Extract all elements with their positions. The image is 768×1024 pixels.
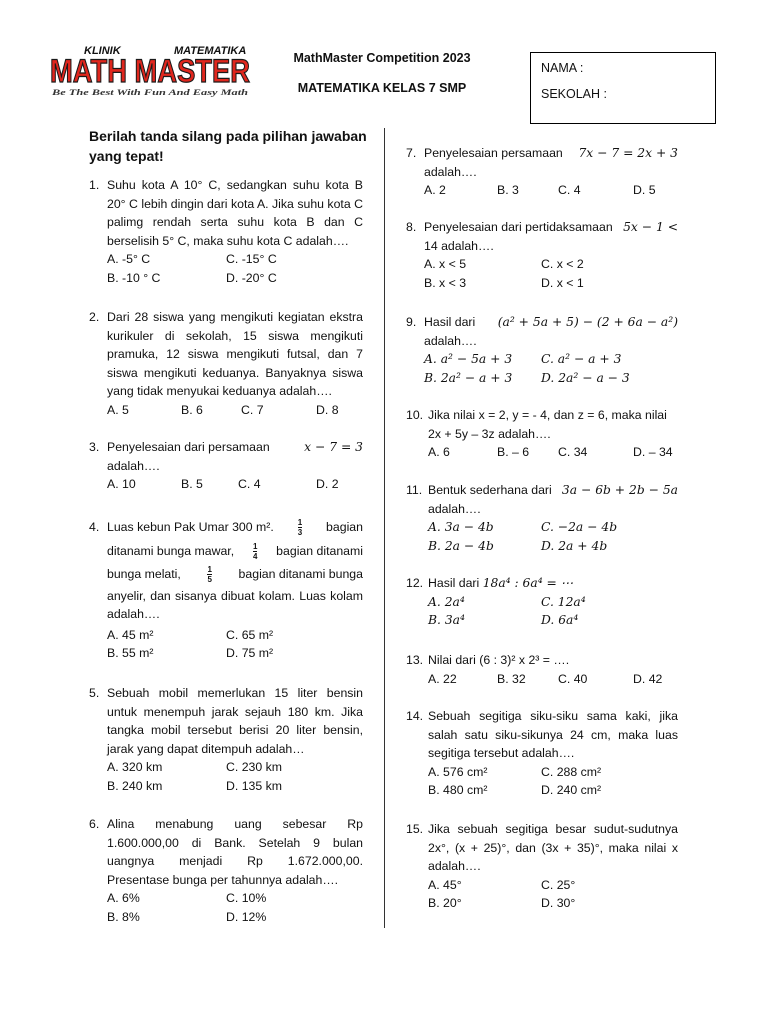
option-d[interactable]: D. 12% [226, 909, 267, 924]
option-a[interactable]: A. 320 km [107, 760, 163, 775]
question-number: 3. [89, 440, 100, 454]
question-number: 7. [406, 146, 417, 160]
option-b[interactable]: B. 2a − 4b [428, 538, 494, 553]
question-text: bagian ditanami [276, 543, 363, 558]
option-d[interactable]: D. 42 [633, 671, 663, 686]
option-a[interactable]: A. 3a − 4b [428, 520, 494, 535]
question-number: 14. [406, 709, 424, 723]
option-b[interactable]: B. 20° [428, 896, 462, 911]
question-10 [406, 406, 678, 462]
question-text: Jika sebuah segitiga besar sudut-sudutnya 2x°, (x + 25)°, dan (3x + 35)°, maka nilai x adalah…. [428, 822, 678, 874]
identity-box [530, 52, 716, 124]
question-text: Penyelesaian dari persamaan [107, 440, 270, 454]
option-b[interactable]: B. 5 [181, 477, 203, 492]
question-1 [89, 176, 363, 288]
question-text: bunga melati, [107, 567, 181, 581]
question-text-cont: adalah…. [424, 333, 477, 348]
question-number: 11. [406, 483, 423, 497]
question-6 [89, 815, 363, 927]
question-text: Suhu kota A 10° C, sedangkan suhu kota B 20° C lebih dingin dari kota A. Jika suhu kota C palimg rendah serta suhu kota B dan C berselisih 5° C, maka suhu kota C adalah…. [107, 178, 363, 248]
option-c[interactable]: C. 12a⁴ [541, 594, 586, 609]
option-d[interactable]: D. 5 [633, 183, 656, 198]
option-c[interactable]: C. 34 [558, 445, 588, 460]
option-d[interactable]: D. 2a² − a − 3 [541, 370, 630, 385]
option-a[interactable]: A. 45° [428, 877, 462, 892]
question-number: 2. [89, 310, 100, 324]
question-5 [89, 684, 363, 796]
question-number: 5. [89, 686, 100, 700]
option-a[interactable]: A. 10 [107, 477, 136, 492]
option-b[interactable]: B. x < 3 [424, 275, 467, 290]
question-4 [89, 516, 363, 661]
question-number: 15. [406, 822, 424, 836]
fraction-one-fourth: $\frac{1}{4}$ [252, 541, 258, 561]
logo-klinik-text: KLINIK [84, 45, 121, 57]
option-a[interactable]: A. x < 5 [424, 257, 467, 272]
option-b[interactable]: B. 55 m² [107, 646, 154, 661]
question-number: 10. [406, 408, 424, 422]
equation: x − 7 = 3 [304, 440, 363, 454]
option-c[interactable]: C. 7 [241, 402, 264, 417]
name-label: NAMA : [541, 61, 584, 75]
question-15 [406, 820, 678, 913]
question-text: Hasil dari [424, 315, 476, 329]
question-text: Hasil dari [428, 576, 480, 590]
question-8 [406, 218, 678, 292]
option-c[interactable]: C. 4 [558, 183, 581, 198]
question-text: Sebuah mobil memerlukan 15 liter bensin untuk menempuh jarak sejauh 180 km. Jika tangka mobil tersebut berisi 20 liter bensin, jarak yang dapat ditempuh adalah… [107, 686, 363, 756]
option-c[interactable]: C. 65 m² [226, 627, 274, 642]
option-c[interactable]: C. x < 2 [541, 257, 584, 272]
question-7 [406, 144, 678, 200]
option-a[interactable]: A. a² − 5a + 3 [424, 352, 513, 367]
option-a[interactable]: A. 2 [424, 183, 446, 198]
logo-tagline: Be The Best With Fun And Easy Math [50, 87, 249, 97]
option-a[interactable]: A. 6 [428, 445, 450, 460]
option-b[interactable]: B. -10 ° C [107, 270, 161, 285]
question-text: Sebuah segitiga siku-siku sama kaki, jika salah satu siku-sikunya 24 cm, maka luas segitiga tersebut adalah…. [428, 709, 678, 761]
column-divider [384, 128, 385, 928]
option-c[interactable]: C. 40 [558, 671, 588, 686]
question-12 [406, 574, 678, 630]
question-number: 1. [89, 178, 100, 192]
school-label: SEKOLAH : [541, 87, 607, 101]
question-text: bagian ditanami bunga [238, 567, 363, 581]
question-text: Penyelesaian dari pertidaksamaan [424, 220, 613, 234]
subject-title: MATEMATIKA KELAS 7 SMP [297, 81, 467, 95]
equation: 7x − 7 = 2x + 3 [578, 146, 678, 160]
instruction: Berilah tanda silang pada pilihan jawaban yang tepat! [89, 128, 367, 164]
math-master-logo [46, 42, 256, 100]
question-text: Luas kebun Pak Umar 300 m². [107, 520, 274, 534]
logo-main-text: MATH MASTER [50, 53, 250, 89]
option-a[interactable]: A. 6% [107, 891, 140, 906]
option-d[interactable]: D. 6a⁴ [541, 613, 579, 628]
option-c[interactable]: C. 4 [238, 477, 261, 492]
option-b[interactable]: B. 3 [497, 183, 519, 198]
question-text: anyelir, dan sisanya dibuat kolam. Luas kolam adalah…. [107, 588, 363, 622]
question-number: 6. [89, 817, 100, 831]
question-2 [89, 308, 363, 420]
option-b[interactable]: B. 3a⁴ [428, 613, 465, 628]
question-9 [406, 313, 678, 387]
question-text: Penyelesaian persamaan [424, 146, 563, 160]
question-number: 13. [406, 653, 424, 667]
equation: 18a⁴ : 6a⁴ = ⋯ [482, 576, 574, 590]
option-d[interactable]: D. 8 [316, 402, 339, 417]
question-text: Jika nilai x = 2, y = - 4, dan z = 6, maka nilai 2x + 5y – 3z adalah…. [428, 408, 667, 441]
option-b[interactable]: B. 8% [107, 909, 140, 924]
option-c[interactable]: C. a² − a + 3 [541, 352, 622, 367]
option-b[interactable]: B. 32 [497, 671, 526, 686]
question-text-cont: adalah…. [424, 164, 477, 179]
question-number: 8. [406, 220, 417, 234]
question-11 [406, 481, 678, 555]
fraction-one-third: $\frac{1}{3}$ [297, 518, 303, 538]
option-d[interactable]: D. x < 1 [541, 275, 584, 290]
option-b[interactable]: B. – 6 [497, 445, 530, 460]
option-c[interactable]: C. 288 cm² [541, 764, 602, 779]
option-b[interactable]: B. 6 [181, 402, 203, 417]
question-number: 9. [406, 315, 417, 329]
option-b[interactable]: B. 480 cm² [428, 783, 488, 798]
option-a[interactable]: A. -5° C [107, 252, 151, 267]
question-number: 4. [89, 520, 100, 534]
option-a[interactable]: A. 45 m² [107, 627, 154, 642]
question-text-cont: adalah…. [107, 458, 160, 473]
option-c[interactable]: C. 230 km [226, 760, 283, 775]
option-a[interactable]: A. 22 [428, 671, 457, 686]
question-text-cont: 14 adalah…. [424, 238, 494, 253]
option-c[interactable]: C. -15° C [226, 252, 277, 267]
option-d[interactable]: D. 30° [541, 896, 576, 911]
question-text: bagian [326, 520, 363, 534]
question-text: ditanami bunga mawar, [107, 543, 235, 558]
logo-matematika-text: MATEMATIKA [174, 45, 247, 57]
question-3 [89, 438, 363, 494]
question-text-cont: adalah…. [428, 501, 481, 516]
question-text: Nilai dari (6 : 3)² x 2³ = …. [428, 653, 570, 667]
option-d[interactable]: D. – 34 [633, 445, 673, 460]
option-c[interactable]: C. 10% [226, 891, 267, 906]
option-c[interactable]: C. −2a − 4b [541, 520, 618, 535]
option-a[interactable]: A. 576 cm² [428, 764, 488, 779]
option-d[interactable]: D. 135 km [226, 778, 283, 793]
option-c[interactable]: C. 25° [541, 877, 576, 892]
question-number: 12. [406, 576, 424, 590]
option-b[interactable]: B. 240 km [107, 778, 163, 793]
option-a[interactable]: A. 2a⁴ [428, 594, 465, 609]
question-14 [406, 707, 678, 800]
question-13 [406, 651, 678, 688]
option-d[interactable]: D. 2 [316, 477, 339, 492]
fraction-one-fifth: $\frac{1}{5}$ [207, 565, 212, 585]
question-text: Alina menabung uang sebesar Rp 1.600.000,00 di Bank. Setelah 9 bulan uangnya menjadi Rp 1.672.000,00. Presentase bunga per tahunnya adalah…. [107, 817, 363, 887]
option-d[interactable]: D. -20° C [226, 270, 277, 285]
competition-title: MathMaster Competition 2023 [293, 51, 471, 65]
option-b[interactable]: B. 2a² − a + 3 [424, 370, 513, 385]
equation: 3a − 6b + 2b − 5a [561, 483, 678, 497]
option-d[interactable]: D. 240 cm² [541, 783, 602, 798]
equation: 5x − 1 < [623, 220, 678, 234]
equation: (a² + 5a + 5) − (2 + 6a − a²) [497, 315, 678, 329]
option-a[interactable]: A. 5 [107, 402, 129, 417]
option-d[interactable]: D. 75 m² [226, 646, 274, 661]
question-text: Dari 28 siswa yang mengikuti kegiatan ekstra kurikuler di sekolah, 15 siswa mengikuti pramuka, 12 siswa mengikuti futsal, dan 7 siswa mengikuti keduanya. Banyaknya siswa yang tidak menyukai keduanya adalah…. [107, 310, 363, 399]
option-d[interactable]: D. 2a + 4b [541, 538, 608, 553]
question-text: Bentuk sederhana dari [428, 483, 552, 497]
